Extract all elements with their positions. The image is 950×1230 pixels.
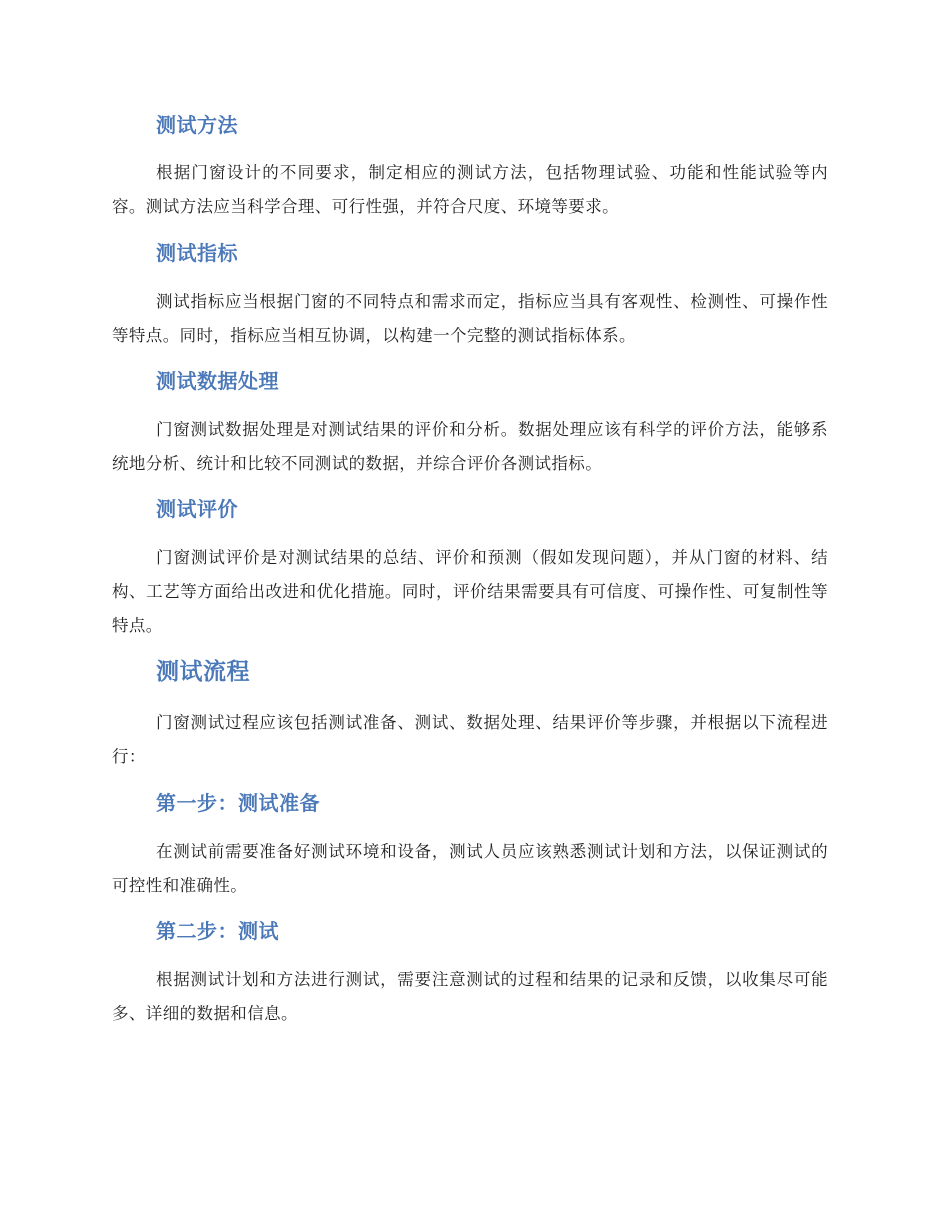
heading-step-2: 第二步：测试 [156, 919, 279, 943]
paragraph-test-indicators: 测试指标应当根据门窗的不同特点和需求而定，指标应当具有客观性、检测性、可操作性等特点。同时，指标应当相互协调，以构建一个完整的测试指标体系。 [112, 292, 828, 345]
heading-test-process: 测试流程 [156, 659, 250, 685]
paragraph-step-2: 根据测试计划和方法进行测试，需要注意测试的过程和结果的记录和反馈，以收集尽可能多、详细的数据和信息。 [112, 970, 828, 1023]
paragraph-test-method: 根据门窗设计的不同要求，制定相应的测试方法，包括物理试验、功能和性能试验等内容。测试方法应当科学合理、可行性强，并符合尺度、环境等要求。 [112, 163, 828, 216]
heading-test-method: 测试方法 [156, 113, 238, 137]
paragraph-test-evaluation: 门窗测试评价是对测试结果的总结、评价和预测（假如发现问题），并从门窗的材料、结构、工艺等方面给出改进和优化措施。同时，评价结果需要具有可信度、可操作性、可复制性等特点。 [112, 548, 828, 635]
paragraph-step-1: 在测试前需要准备好测试环境和设备，测试人员应该熟悉测试计划和方法，以保证测试的可控性和准确性。 [112, 842, 828, 895]
heading-test-data-processing: 测试数据处理 [156, 369, 279, 393]
heading-test-indicators: 测试指标 [156, 241, 238, 265]
heading-step-1: 第一步：测试准备 [156, 791, 320, 815]
paragraph-test-process: 门窗测试过程应该包括测试准备、测试、数据处理、结果评价等步骤，并根据以下流程进行： [112, 713, 828, 766]
paragraph-test-data-processing: 门窗测试数据处理是对测试结果的评价和分析。数据处理应该有科学的评价方法，能够系统地分析、统计和比较不同测试的数据，并综合评价各测试指标。 [112, 420, 828, 473]
heading-test-evaluation: 测试评价 [156, 497, 238, 521]
